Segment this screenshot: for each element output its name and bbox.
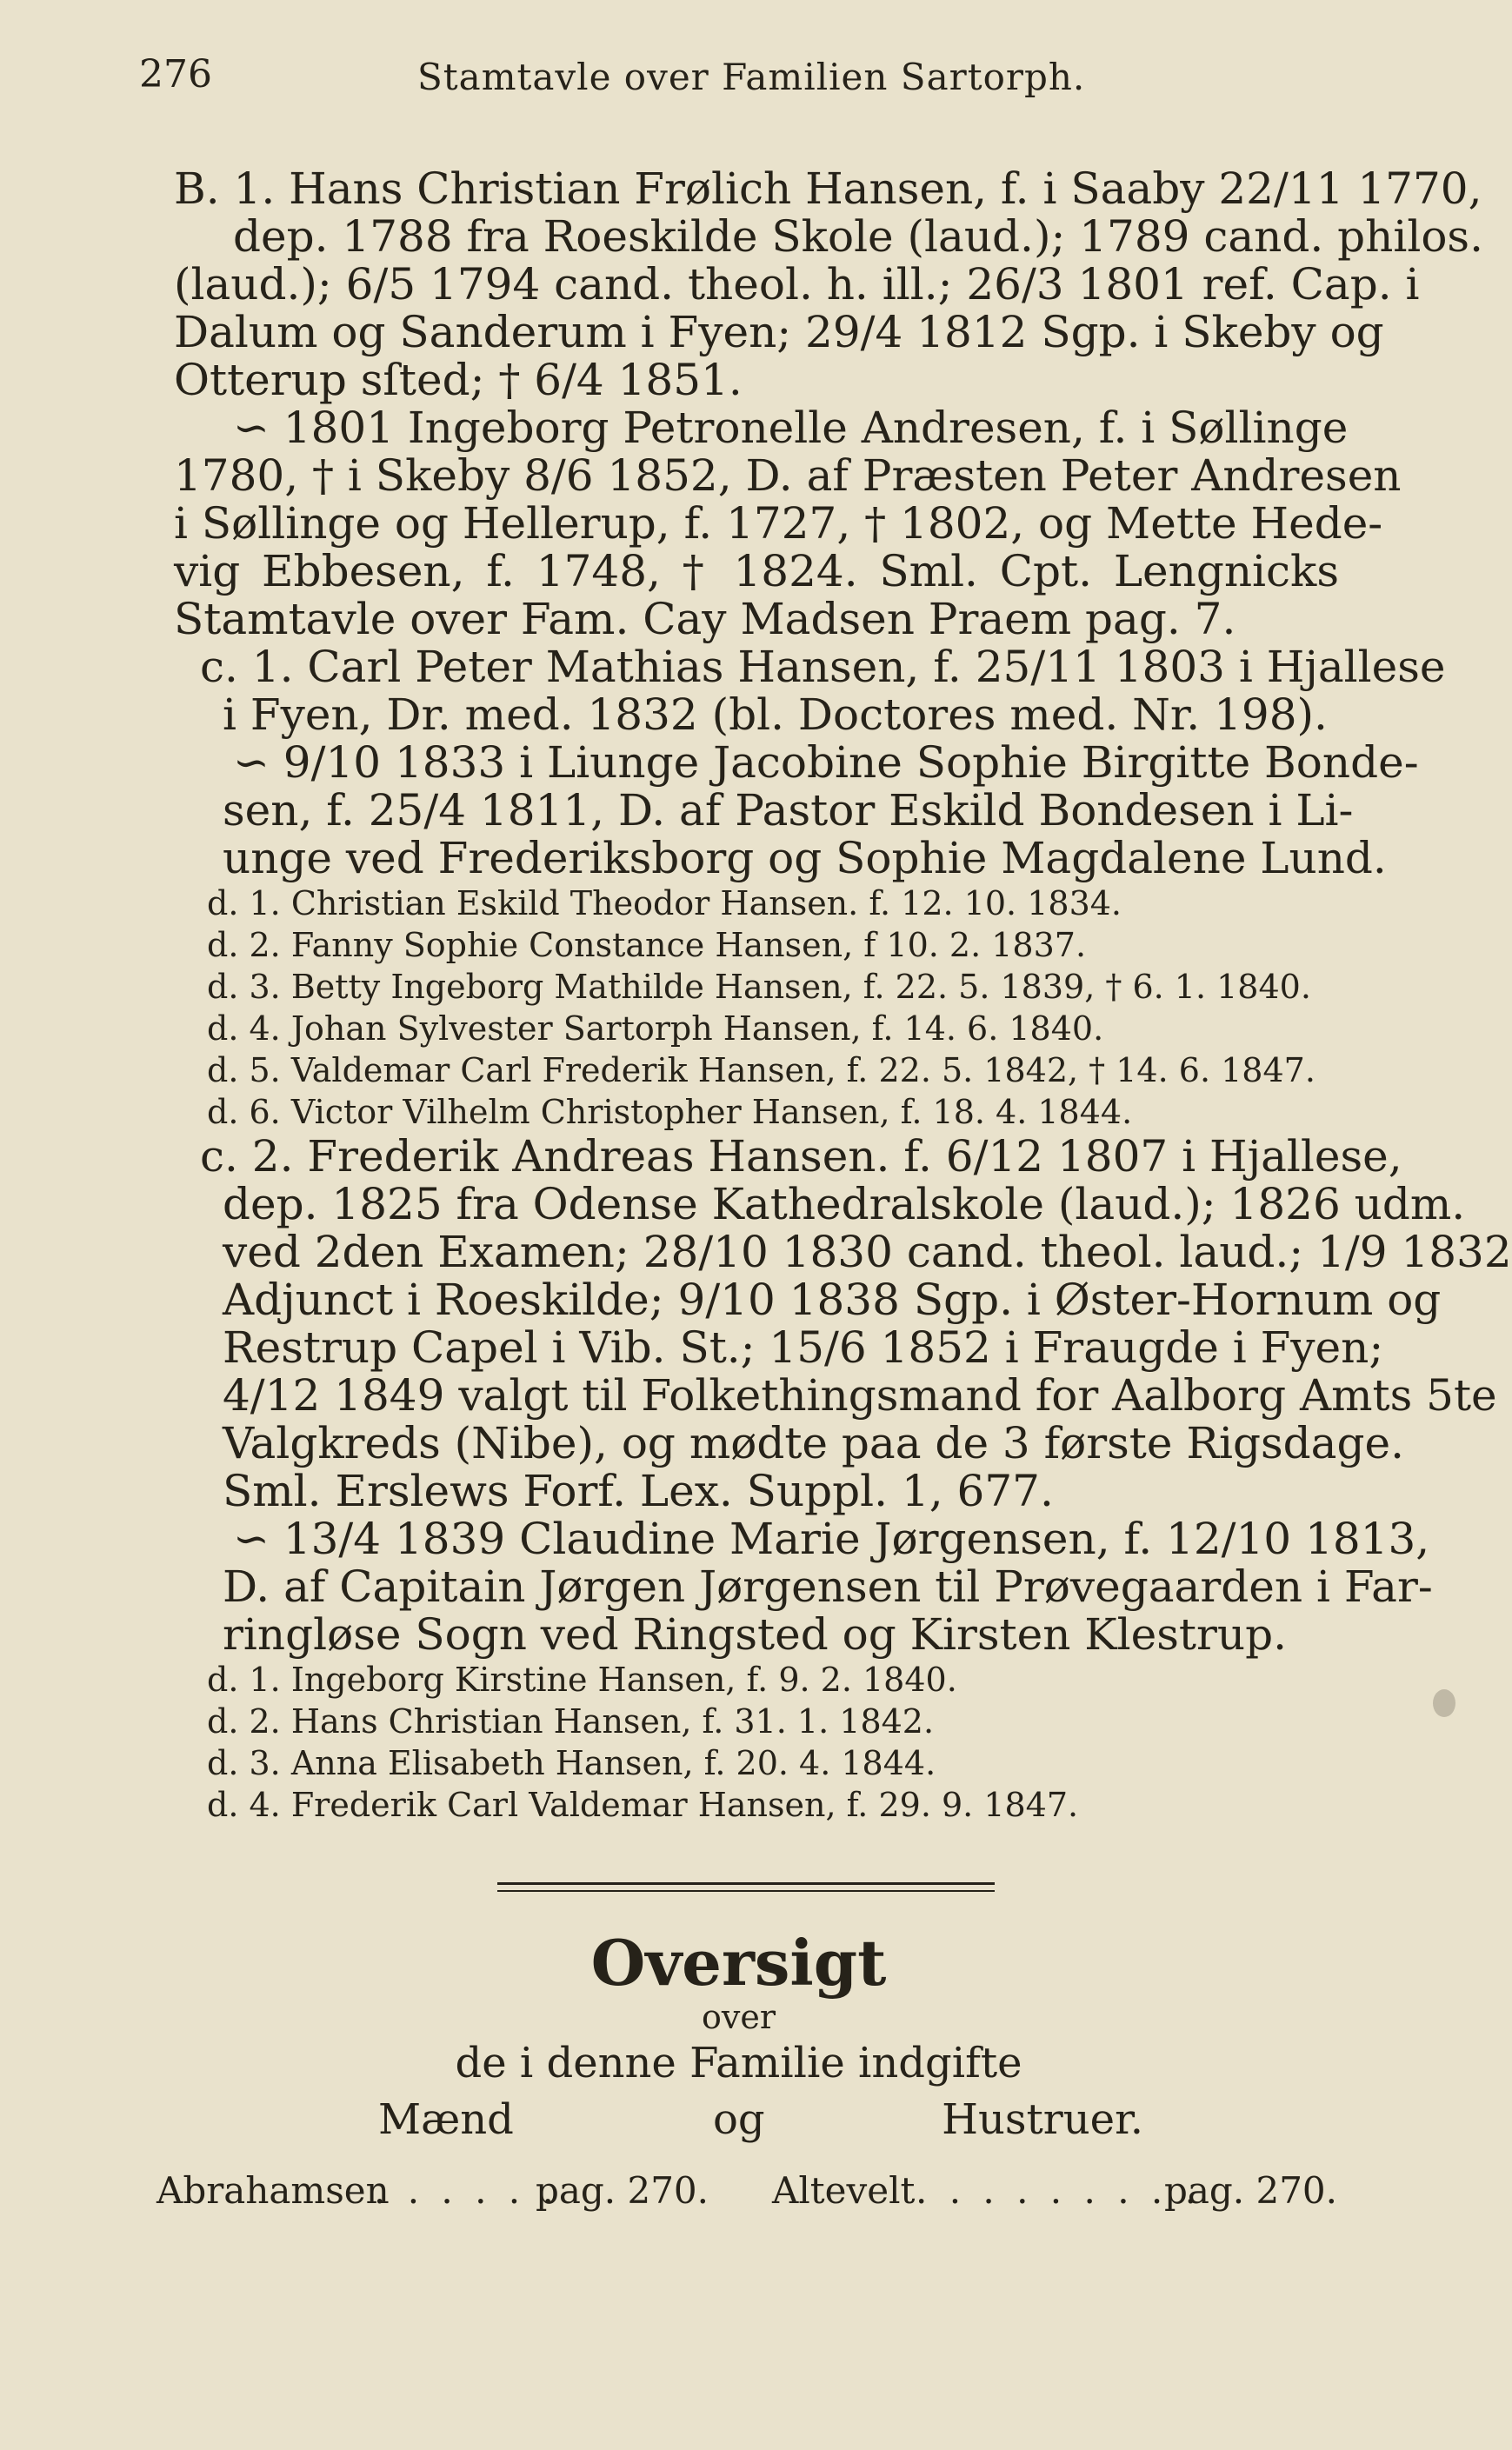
text-line: dep. 1825 fra Odense Kathedralskole (laud.); 1826 udm. [223,1179,1466,1229]
child-entry: d. 4. Frederik Carl Valdemar Hansen, f. 29. 9. 1847. [207,1786,1079,1824]
child-entry: d. 1. Ingeborg Kirstine Hansen, f. 9. 2. 1840. [207,1661,957,1699]
text-line: c. 2. Frederik Andreas Hansen. f. 6/12 1807 i Hjallese, [200,1131,1402,1182]
text-line: 1780, † i Skeby 8/6 1852, D. af Præsten Peter Andresen [174,450,1402,501]
overview-title: Oversigt [590,1926,887,2000]
index-name: Altevelt [772,2169,916,2212]
text-line: B. 1. Hans Christian Frølich Hansen, f. i Saaby 22/11 1770, [174,163,1482,214]
index-leader-dots: . . . . . . . . . [916,2169,1202,2212]
text-line: ringløse Sogn ved Ringsted og Kirsten Klestrup. [223,1609,1287,1660]
text-line: c. 1. Carl Peter Mathias Hansen, f. 25/11 1803 i Hjallese [200,642,1446,692]
text-line: unge ved Frederiksborg og Sophie Magdalene Lund. [223,833,1387,883]
child-entry: d. 2. Fanny Sophie Constance Hansen, f 10. 2. 1837. [207,926,1087,964]
running-title: Stamtavle over Familien Sartorph. [417,56,1086,98]
text-line: Adjunct i Roeskilde; 9/10 1838 Sgp. i Øster-Hornum og [223,1275,1442,1325]
text-line: 4/12 1849 valgt til Folkethingsmand for Aalborg Amts 5te [223,1370,1497,1421]
text-line: ∽ 13/4 1839 Claudine Marie Jørgensen, f. 12/10 1813, [233,1514,1430,1564]
child-entry: d. 2. Hans Christian Hansen, f. 31. 1. 1842. [207,1702,935,1741]
text-line: Sml. Erslews Forf. Lex. Suppl. 1, 677. [223,1466,1054,1516]
column-heading-wives: Hustruer. [942,2095,1143,2144]
text-line: i Fyen, Dr. med. 1832 (bl. Doctores med. Nr. 198). [223,689,1328,740]
text-line: Otterup sſted; † 6/4 1851. [174,355,743,405]
text-line: sen, f. 25/4 1811, D. af Pastor Eskild Bondesen i Li- [223,785,1354,836]
child-entry: d. 1. Christian Eskild Theodor Hansen. f. 12. 10. 1834. [207,884,1122,922]
text-line: Valgkreds (Nibe), og mødte paa de 3 første Rigsdage. [223,1418,1404,1468]
text-line: ∽ 1801 Ingeborg Petronelle Andresen, f. i Søllinge [233,403,1349,453]
text-line: ∽ 9/10 1833 i Liunge Jacobine Sophie Birgitte Bonde- [233,737,1419,788]
index-page: pag. 270. [535,2169,709,2212]
section-divider [497,1882,995,1892]
column-heading-and: og [713,2095,765,2144]
running-header [139,52,1339,104]
index-name: Abrahamsen [157,2169,390,2212]
text-line: Dalum og Sanderum i Fyen; 29/4 1812 Sgp. i Skeby og [174,307,1384,357]
child-entry: d. 4. Johan Sylvester Sartorph Hansen, f. 14. 6. 1840. [207,1009,1104,1048]
text-line: D. af Capitain Jørgen Jørgensen til Prøvegaarden i Far- [223,1561,1433,1612]
overview-subtitle: de i denne Familie indgifte [455,2039,1022,2087]
index-leader-dots: . . . . . . [374,2169,559,2212]
index-page: pag. 270. [1163,2169,1337,2212]
text-line: Stamtavle over Fam. Cay Madsen Praem pag. 7. [174,594,1236,644]
child-entry: d. 5. Valdemar Carl Frederik Hansen, f. 22. 5. 1842, † 14. 6. 1847. [207,1051,1316,1089]
paper-stain [1433,1689,1455,1717]
column-heading-men: Mænd [378,2095,514,2144]
genealogy-text [174,163,1512,1826]
page-number: 276 [139,52,212,97]
child-entry: d. 6. Victor Vilhelm Christopher Hansen, f. 18. 4. 1844. [207,1093,1133,1131]
text-line: (laud.); 6/5 1794 cand. theol. h. ill.; 26/3 1801 ref. Cap. i [174,259,1420,310]
text-line: ved 2den Examen; 28/10 1830 cand. theol. laud.; 1/9 1832 [223,1227,1512,1277]
child-entry: d. 3. Anna Elisabeth Hansen, f. 20. 4. 1844. [207,1744,936,1782]
text-line: dep. 1788 fra Roeskilde Skole (laud.); 1789 cand. philos. [233,211,1483,262]
overview-over: over [702,1998,776,2036]
text-line: vig Ebbesen, f. 1748, † 1824. Sml. Cpt. Lengnicks [174,546,1339,596]
text-line: i Søllinge og Hellerup, f. 1727, † 1802, og Mette Hede- [174,498,1383,549]
text-line: Restrup Capel i Vib. St.; 15/6 1852 i Fraugde i Fyen; [223,1322,1384,1373]
child-entry: d. 3. Betty Ingeborg Mathilde Hansen, f. 22. 5. 1839, † 6. 1. 1840. [207,968,1311,1006]
